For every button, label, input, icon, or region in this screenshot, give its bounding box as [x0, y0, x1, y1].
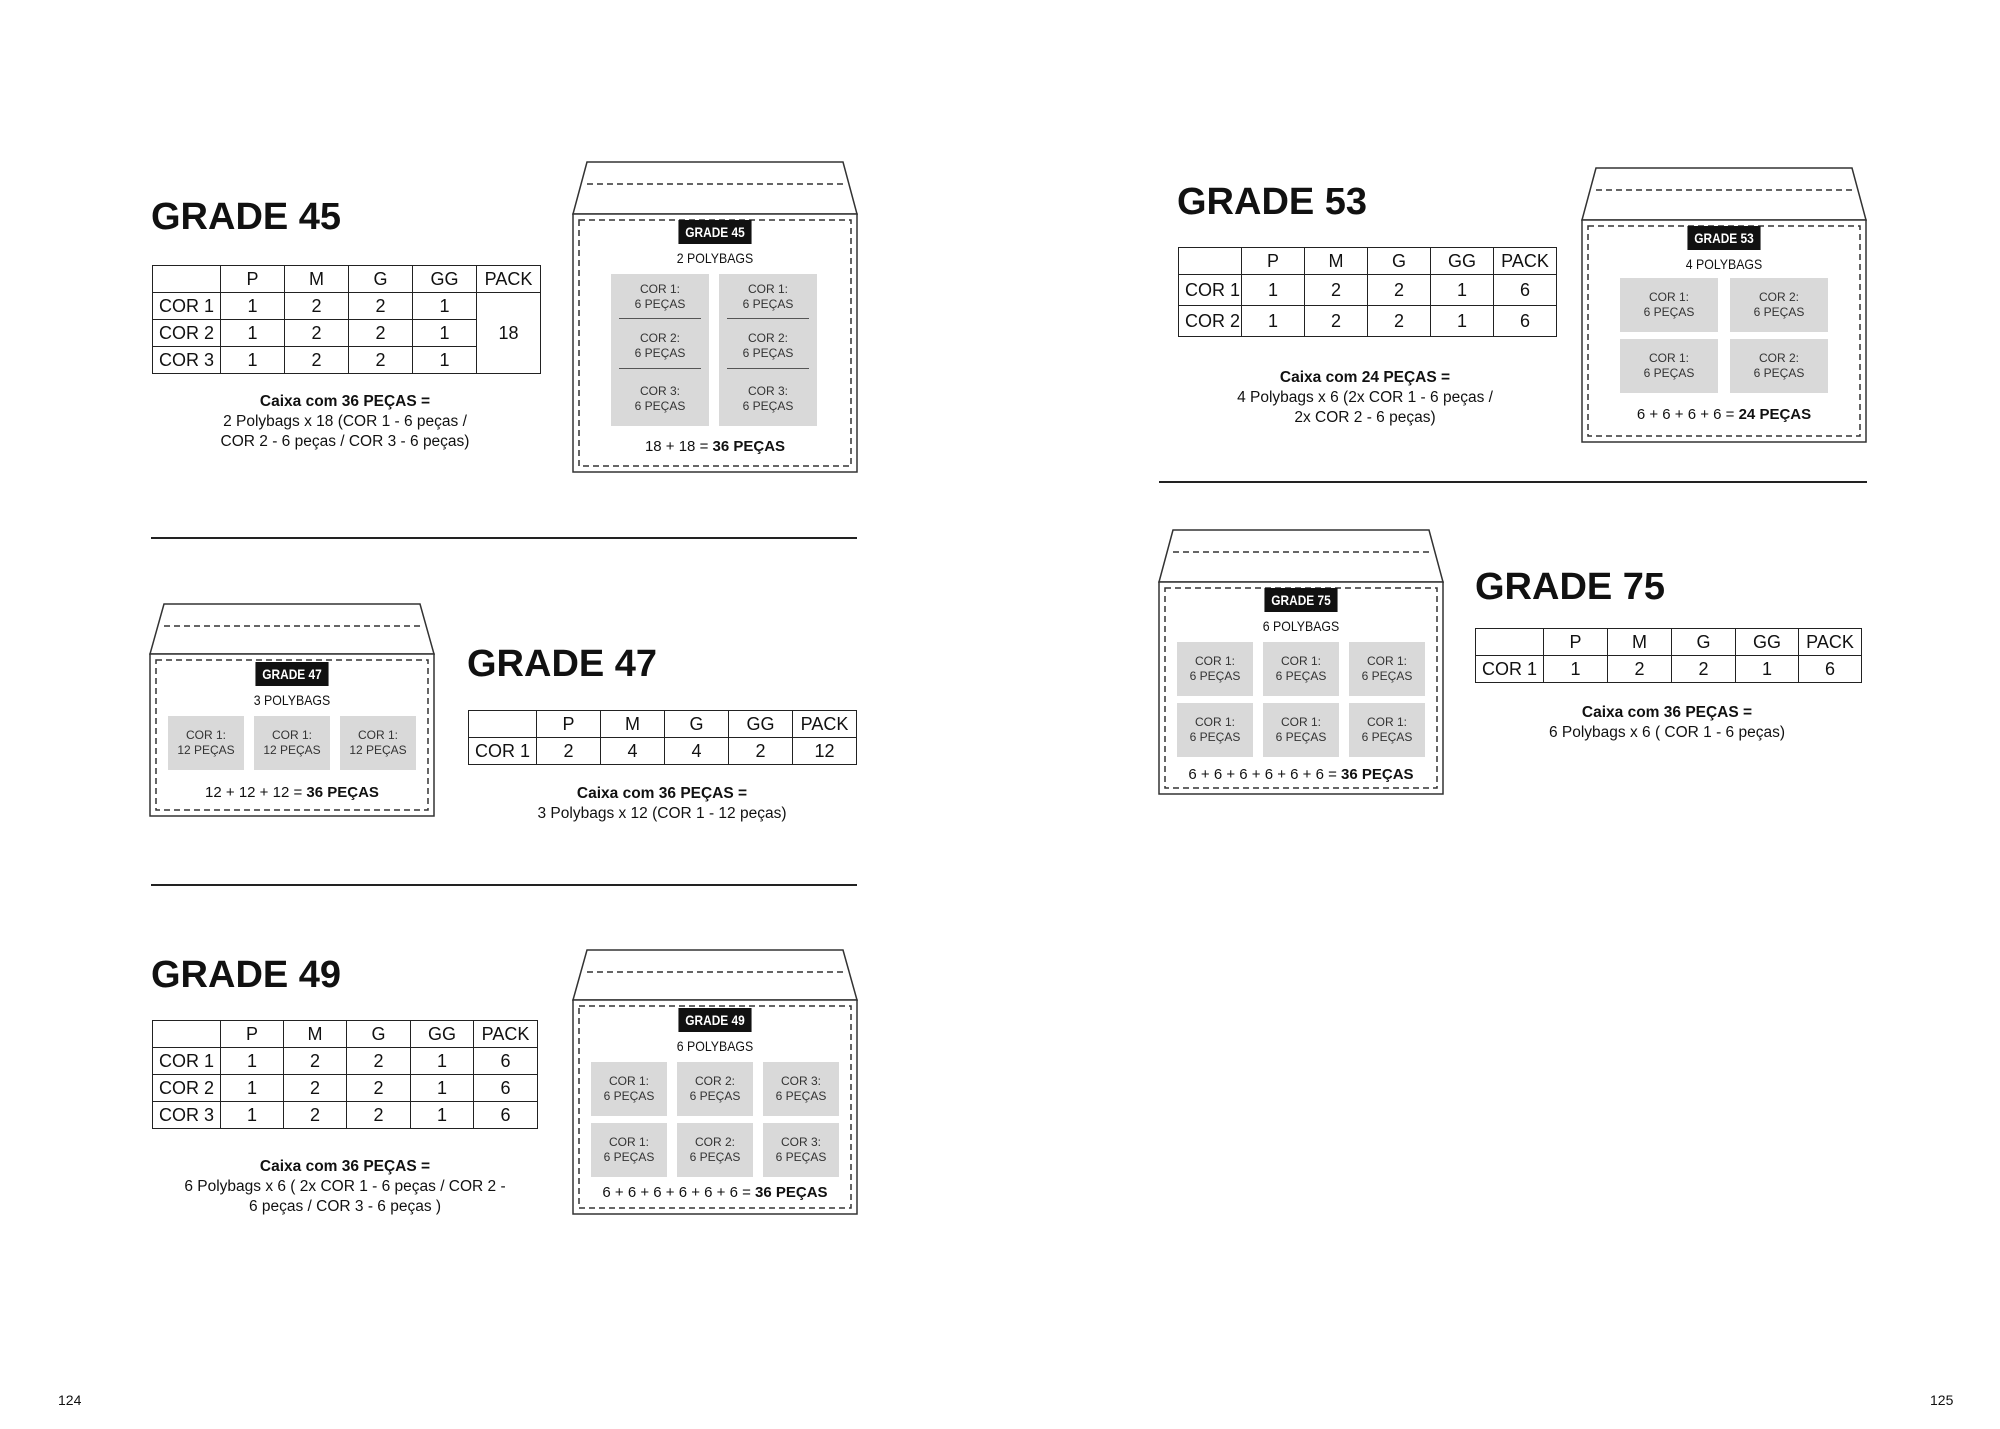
cell-qty: 6 PEÇAS — [689, 1150, 741, 1164]
polybag-cell — [1349, 703, 1425, 757]
table-cell: 12 — [793, 738, 857, 765]
cell-color: COR 3: — [780, 1135, 821, 1149]
divider — [619, 368, 701, 369]
table-cell: 6 — [1494, 306, 1557, 337]
polybag-cell — [1263, 703, 1339, 757]
cell-color: COR 1: — [1194, 715, 1235, 729]
sum-plain: 12 + 12 + 12 = — [205, 784, 307, 801]
table-cell: 2 — [284, 1048, 347, 1075]
table-cell: 2 — [347, 1048, 411, 1075]
cell-qty: 6 PEÇAS — [689, 1089, 741, 1103]
sum-total: 24 PEÇAS — [1738, 406, 1812, 423]
caption-line: 6 peças / COR 3 - 6 peças ) — [248, 1198, 442, 1215]
table-header-cell: GG — [1736, 629, 1799, 656]
table-cell: 2 — [1608, 656, 1672, 683]
table-header-cell: G — [665, 711, 729, 738]
table-header-cell: P — [537, 711, 601, 738]
box-tag: GRADE 75 — [1264, 588, 1337, 612]
table-cell: 6 — [474, 1048, 538, 1075]
box-sum — [150, 784, 434, 801]
cell-qty: 6 PEÇAS — [1275, 730, 1327, 744]
box-tag: GRADE 45 — [678, 220, 751, 244]
table-cell: 2 — [347, 1075, 411, 1102]
grade-45-title: GRADE 45 — [151, 196, 342, 238]
page-number-left: 124 — [58, 1392, 82, 1408]
cell-qty: 6 PEÇAS — [1189, 730, 1241, 744]
cell-color: COR 1: — [1280, 654, 1321, 668]
pack-cell: 18 — [477, 293, 541, 374]
cell-qty: 6 PEÇAS — [1275, 669, 1327, 683]
sum-plain: 6 + 6 + 6 + 6 + 6 + 6 = — [602, 1184, 756, 1201]
cell-color: COR 3: — [780, 1074, 821, 1088]
cell-qty: 6 PEÇAS — [1643, 305, 1695, 319]
polybag-cell — [340, 716, 416, 770]
sum-plain: 6 + 6 + 6 + 6 = — [1636, 406, 1739, 423]
table-header-row — [469, 711, 857, 738]
divider — [727, 318, 809, 319]
caption-title: Caixa com 36 PEÇAS = — [1581, 704, 1753, 721]
table-header-cell: P — [221, 266, 285, 293]
cell-qty: 6 PEÇAS — [1753, 366, 1805, 380]
cell-color: COR 1: — [185, 728, 226, 742]
divider — [619, 318, 701, 319]
table-header-cell: M — [601, 711, 665, 738]
table-cell: 1 — [1242, 275, 1305, 306]
cell-color: COR 1: — [639, 282, 680, 296]
grade-47-title: GRADE 47 — [467, 643, 658, 685]
table-cell — [153, 266, 221, 293]
polybag-cell — [254, 716, 330, 770]
table-cell: 2 — [347, 1102, 411, 1129]
table-header-cell: GG — [413, 266, 477, 293]
box-tag: GRADE 53 — [1687, 226, 1760, 250]
table-row — [153, 1048, 538, 1075]
polybag-cell — [1263, 642, 1339, 696]
cell-color: COR 1: — [608, 1135, 649, 1149]
table-cell: 6 — [474, 1075, 538, 1102]
cell-color: COR 2: — [639, 331, 680, 345]
table-cell: 2 — [1368, 275, 1431, 306]
table-header-cell: M — [284, 1021, 347, 1048]
cell-color: COR 1: — [357, 728, 398, 742]
cell-qty: 12 PEÇAS — [263, 743, 321, 757]
cell-color: COR 1: — [1366, 715, 1407, 729]
cell-qty: 6 PEÇAS — [1361, 669, 1413, 683]
cell-qty: 6 PEÇAS — [1643, 366, 1695, 380]
table-row — [153, 1102, 538, 1129]
table-row — [1179, 275, 1557, 306]
table-header-cell: GG — [411, 1021, 474, 1048]
table-cell: COR 1 — [153, 1048, 221, 1075]
grade-45-box — [573, 162, 857, 472]
table-cell: COR 1 — [1179, 275, 1242, 306]
table-cell: COR 1 — [1476, 656, 1544, 683]
sum-plain: 18 + 18 = — [644, 438, 713, 455]
table-header-cell: M — [1305, 248, 1368, 275]
table-header-cell: GG — [1431, 248, 1494, 275]
table-cell: 2 — [284, 1102, 347, 1129]
table-cell — [1179, 248, 1242, 275]
table-cell: 1 — [413, 293, 477, 320]
table-cell: 6 — [474, 1102, 538, 1129]
grade-53-title: GRADE 53 — [1177, 181, 1368, 223]
polybag-cell — [611, 274, 709, 426]
table-cell: 2 — [349, 347, 413, 374]
table-header-cell: P — [1544, 629, 1608, 656]
table-header-cell: M — [1608, 629, 1672, 656]
sum-total: 36 PEÇAS — [755, 1184, 828, 1201]
table-cell: 1 — [221, 293, 285, 320]
grade-47-table — [468, 710, 857, 765]
polybag-cell — [1620, 339, 1718, 393]
divider-rule — [1159, 481, 1867, 483]
table-cell — [153, 1021, 221, 1048]
polybag-cell — [591, 1123, 667, 1177]
cell-qty: 6 PEÇAS — [1753, 305, 1805, 319]
table-header-row — [1179, 248, 1557, 275]
table-header-cell: PACK — [793, 711, 857, 738]
cell-qty: 6 PEÇAS — [603, 1150, 655, 1164]
table-header-cell: GG — [729, 711, 793, 738]
caption-line: COR 2 - 6 peças / COR 3 - 6 peças) — [220, 433, 470, 450]
table-header-row — [153, 1021, 538, 1048]
cell-color: COR 1: — [271, 728, 312, 742]
table-header-cell: PACK — [1799, 629, 1862, 656]
grade-49-title: GRADE 49 — [151, 954, 342, 996]
polybags-label: 3 POLYBAGS — [253, 692, 331, 708]
caption-line: 4 Polybags x 6 (2x COR 1 - 6 peças / — [1237, 389, 1493, 406]
cell-qty: 6 PEÇAS — [603, 1089, 655, 1103]
table-cell: COR 1 — [153, 293, 221, 320]
sum-plain: 6 + 6 + 6 + 6 + 6 + 6 = — [1188, 766, 1342, 783]
table-cell: 6 — [1494, 275, 1557, 306]
caption-line: 6 Polybags x 6 ( COR 1 - 6 peças) — [1548, 724, 1786, 741]
caption-line: 2 Polybags x 18 (COR 1 - 6 peças / — [223, 413, 467, 430]
table-cell: 2 — [729, 738, 793, 765]
sum-total: 36 PEÇAS — [1341, 766, 1414, 783]
caption-title: Caixa com 36 PEÇAS = — [576, 785, 748, 802]
grade-75-caption — [1470, 703, 1864, 743]
polybags-label: 2 POLYBAGS — [676, 250, 754, 266]
sum-total: 36 PEÇAS — [712, 438, 786, 455]
cell-qty: 6 PEÇAS — [634, 346, 686, 360]
grade-53-caption — [1170, 368, 1560, 428]
table-cell: 1 — [221, 1048, 284, 1075]
table-row — [1476, 656, 1862, 683]
table-cell: 2 — [1305, 306, 1368, 337]
cell-color: COR 1: — [1366, 654, 1407, 668]
cell-qty: 6 PEÇAS — [634, 297, 686, 311]
grade-75-box — [1159, 530, 1443, 794]
cell-qty: 6 PEÇAS — [775, 1089, 827, 1103]
polybag-cell — [591, 1062, 667, 1116]
table-header-row — [153, 266, 541, 293]
cell-color: COR 2: — [747, 331, 788, 345]
divider-rule — [151, 884, 857, 886]
table-row — [469, 738, 857, 765]
table-header-cell: PACK — [474, 1021, 538, 1048]
table-header-row — [1476, 629, 1862, 656]
polybag-cell — [1177, 703, 1253, 757]
table-cell: 2 — [284, 1075, 347, 1102]
table-header-cell: P — [1242, 248, 1305, 275]
table-cell: COR 1 — [469, 738, 537, 765]
table-cell: 2 — [537, 738, 601, 765]
polybag-cell — [677, 1062, 753, 1116]
table-cell: COR 3 — [153, 1102, 221, 1129]
table-cell: 2 — [349, 320, 413, 347]
box-tag: GRADE 47 — [255, 662, 328, 686]
table-header-cell: G — [349, 266, 413, 293]
grade-53-table — [1178, 247, 1557, 337]
box-sum — [573, 438, 857, 455]
cell-color: COR 1: — [1194, 654, 1235, 668]
polybag-cell — [1730, 339, 1828, 393]
table-cell: 1 — [221, 1075, 284, 1102]
table-header-cell: G — [1368, 248, 1431, 275]
cell-color: COR 1: — [1280, 715, 1321, 729]
grade-75-title: GRADE 75 — [1475, 566, 1666, 608]
table-cell: 1 — [413, 320, 477, 347]
grade-45-caption — [150, 392, 540, 452]
table-cell: 4 — [601, 738, 665, 765]
caption-line: 6 Polybags x 6 ( 2x COR 1 - 6 peças / COR 2 - — [184, 1178, 506, 1195]
polybag-cell — [719, 274, 817, 426]
table-cell: 2 — [285, 293, 349, 320]
table-cell: 6 — [1799, 656, 1862, 683]
polybag-cell — [763, 1062, 839, 1116]
polybag-cell — [763, 1123, 839, 1177]
polybags-label: 4 POLYBAGS — [1685, 256, 1763, 272]
table-cell: 2 — [349, 293, 413, 320]
page-number-right: 125 — [1930, 1392, 1954, 1408]
table-cell: COR 2 — [153, 1075, 221, 1102]
cell-color: COR 1: — [1648, 290, 1689, 304]
sum-total: 36 PEÇAS — [306, 784, 379, 801]
table-cell: 2 — [285, 347, 349, 374]
caption-line: 3 Polybags x 12 (COR 1 - 12 peças) — [537, 805, 787, 822]
divider-rule — [151, 537, 857, 539]
table-cell: 2 — [285, 320, 349, 347]
table-row — [153, 293, 541, 320]
cell-qty: 6 PEÇAS — [742, 346, 794, 360]
cell-qty: 6 PEÇAS — [742, 297, 794, 311]
cell-qty: 12 PEÇAS — [177, 743, 235, 757]
table-header-cell: P — [221, 1021, 284, 1048]
box-sum — [1582, 406, 1866, 423]
table-header-cell: PACK — [1494, 248, 1557, 275]
table-cell: 1 — [411, 1048, 474, 1075]
box-tag: GRADE 49 — [678, 1008, 751, 1032]
box-sum — [1159, 766, 1443, 783]
table-row — [153, 1075, 538, 1102]
table-cell: 1 — [411, 1102, 474, 1129]
polybag-cell — [1730, 278, 1828, 332]
table-cell: 1 — [221, 320, 285, 347]
cell-qty: 6 PEÇAS — [775, 1150, 827, 1164]
polybag-cell — [1620, 278, 1718, 332]
table-header-cell: PACK — [477, 266, 541, 293]
cell-color: COR 2: — [694, 1135, 735, 1149]
table-cell: 1 — [1431, 275, 1494, 306]
table-cell: 1 — [413, 347, 477, 374]
cell-color: COR 2: — [1758, 351, 1799, 365]
grade-49-caption — [150, 1157, 540, 1217]
cell-color: COR 2: — [694, 1074, 735, 1088]
cell-qty: 6 PEÇAS — [634, 399, 686, 413]
caption-title: Caixa com 24 PEÇAS = — [1279, 369, 1451, 386]
table-cell: 1 — [411, 1075, 474, 1102]
grade-75-table — [1475, 628, 1862, 683]
caption-title: Caixa com 36 PEÇAS = — [259, 1158, 431, 1175]
caption-line: 2x COR 2 - 6 peças) — [1294, 409, 1436, 426]
box-sum — [573, 1184, 857, 1201]
cell-color: COR 2: — [1758, 290, 1799, 304]
cell-qty: 6 PEÇAS — [1189, 669, 1241, 683]
cell-color: COR 1: — [1648, 351, 1689, 365]
table-cell: COR 3 — [153, 347, 221, 374]
cell-color: COR 1: — [747, 282, 788, 296]
table-cell: 2 — [1368, 306, 1431, 337]
table-header-cell: M — [285, 266, 349, 293]
polybag-cell — [1349, 642, 1425, 696]
table-cell — [469, 711, 537, 738]
table-cell: 1 — [1431, 306, 1494, 337]
caption-title: Caixa com 36 PEÇAS = — [259, 393, 431, 410]
table-cell: 4 — [665, 738, 729, 765]
cell-color: COR 1: — [608, 1074, 649, 1088]
table-cell: COR 2 — [1179, 306, 1242, 337]
grade-49-table — [152, 1020, 538, 1129]
table-cell — [1476, 629, 1544, 656]
polybag-cell — [1177, 642, 1253, 696]
grade-47-caption — [467, 784, 857, 824]
cell-color: COR 3: — [639, 384, 680, 398]
table-row — [1179, 306, 1557, 337]
cell-color: COR 3: — [747, 384, 788, 398]
table-cell: 2 — [1305, 275, 1368, 306]
table-cell: 1 — [1242, 306, 1305, 337]
cell-qty: 6 PEÇAS — [742, 399, 794, 413]
cell-qty: 6 PEÇAS — [1361, 730, 1413, 744]
grade-49-box — [573, 950, 857, 1214]
cell-qty: 12 PEÇAS — [349, 743, 407, 757]
table-cell: COR 2 — [153, 320, 221, 347]
table-cell: 1 — [221, 347, 285, 374]
table-header-cell: G — [1672, 629, 1736, 656]
table-header-cell: G — [347, 1021, 411, 1048]
table-cell: 1 — [221, 1102, 284, 1129]
divider — [727, 368, 809, 369]
table-cell: 1 — [1544, 656, 1608, 683]
polybags-label: 6 POLYBAGS — [676, 1038, 754, 1054]
table-cell: 1 — [1736, 656, 1799, 683]
grade-47-box — [150, 604, 434, 816]
table-cell: 2 — [1672, 656, 1736, 683]
polybags-label: 6 POLYBAGS — [1262, 618, 1340, 634]
polybag-cell — [168, 716, 244, 770]
grade-45-table — [152, 265, 541, 374]
polybag-cell — [677, 1123, 753, 1177]
grade-53-box — [1582, 168, 1866, 442]
